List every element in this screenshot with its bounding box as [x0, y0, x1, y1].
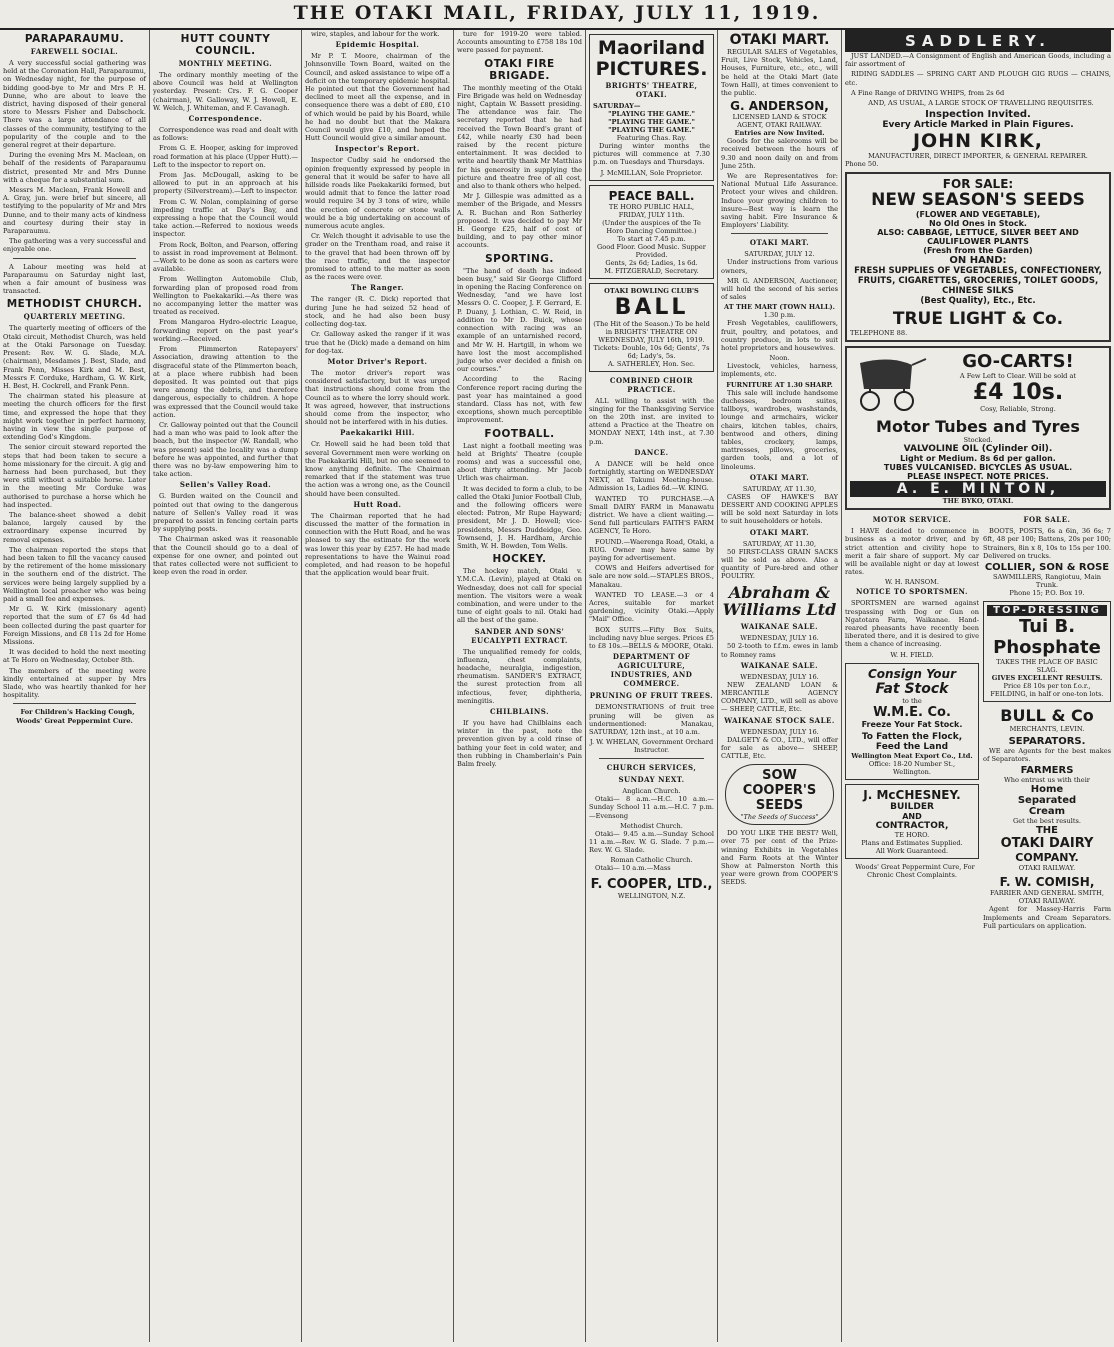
- church-name: Methodist Church.: [620, 821, 683, 830]
- sawmill-phone: Phone 15; P.O. Box 19.: [1009, 589, 1085, 598]
- comish-role: FARRIER AND GENERAL SMITH, OTAKI RAILWAY.: [989, 889, 1105, 906]
- subheading: MONTHLY MEETING.: [178, 59, 273, 68]
- motor-service-title: MOTOR SERVICE.: [872, 515, 952, 525]
- ad-title: Fat Stock: [875, 680, 949, 697]
- paragraph: The balance-sheet showed a debit balance, largely caused by the extraordinary expense incurred by removal expenses.: [3, 510, 146, 544]
- paragraph: The senior circuit steward reported the steps that had been taken to secure a home missionary for the circuit. A gig and harness had been purchased, but they were still without a suitable horse. Later in the meeting Mr Corduke was authorised to purchase a horse which he had inspected.: [3, 443, 146, 509]
- farmers-title: FARMERS: [1020, 765, 1074, 777]
- saddlery-banner: SADDLERY.: [845, 30, 1111, 52]
- for-sale-title: FOR SALE.: [1023, 515, 1071, 525]
- builder-role: AND: [902, 811, 922, 821]
- paragraph: From Mangaroa Hydro-electric League, forwarding report on the past year's working.—Received.: [153, 318, 298, 343]
- mart-title: OTAKI MART.: [729, 32, 830, 48]
- go-carts-tagline: Cosy, Reliable, Strong.: [980, 405, 1056, 414]
- paragraph: Mr J. Gillespie was admitted as a member of the Brigade, and Messrs A. R. Buchan and Ron Satherley proposed. It was decided to pay Mr H. George £25, half of cost of building, and to pay other minor accounts.: [457, 192, 582, 250]
- sale-date: SATURDAY, AT 11.30,: [742, 484, 817, 493]
- advertiser-name: F. COOPER, LTD.,: [590, 876, 713, 892]
- dairy-location: OTAKI RAILWAY.: [1018, 864, 1076, 873]
- heading: FOOTBALL.: [484, 427, 555, 440]
- kirk-phone: Phone 50.: [845, 160, 879, 169]
- paragraph: The motor driver's report was considered satisfactory, but it was urged that instructions should come from the Council as to where the lorry should work. It was agreed, however, that instructions should come from the inspector, who should not be interfered with in his duties.: [305, 368, 450, 427]
- paragraph: Mr P. T. Moore, chairman of the Johnsonville Town Board, waited on the Council, and asked assistance to wipe off a deficit on the temporary epidemic hospital. He pointed out that the Government had declined to meet all the expense, and in consequence there was a debt of £80, £10 of which would be paid by his Board, while he had no doubt but that the Makara Council would give £10, and hoped the Hutt Council would give a similar amount.: [305, 52, 450, 143]
- sale-heading: WAIKANAE STOCK SALE.: [724, 715, 835, 725]
- paragraph: According to the Racing Conference report racing during the past year has maintained a good standard. Class has not, with few exceptions, shown much perceptible improvement.: [457, 375, 582, 425]
- subheading: Sellen's Valley Road.: [179, 480, 272, 490]
- paragraph: Agent for Massey-Harris Farm Implements and Cream Separators. Full particulars on application.: [983, 905, 1111, 930]
- sale-place: AT THE MART (TOWN HALL).: [724, 303, 835, 312]
- paragraph: From Rock, Bolton, and Pearson, offering to assist in road improvement at Belmont.—Work to be done as soon as carters were available.: [153, 240, 298, 274]
- minton-name: A. E. MINTON,: [850, 481, 1106, 497]
- paragraph: AND, AS USUAL, A LARGE STOCK OF TRAVELLING REQUISITES.: [868, 99, 1094, 108]
- subheading: FAREWELL SOCIAL.: [30, 47, 119, 56]
- go-carts-title: GO-CARTS!: [962, 351, 1074, 373]
- paragraph: MR G. ANDERSON, Auctioneer, will hold the second of his series of sales: [721, 276, 838, 302]
- subheading: Paekakariki Hill.: [340, 428, 415, 438]
- church-times: Otaki— 9.45 a.m.—Sunday School 11 a.m.—Rev. W. G. Slade. 7 p.m.—Rev. W. G. Slade.: [589, 829, 714, 855]
- sale-time: Noon.: [769, 354, 790, 363]
- advertiser-town: WELLINGTON, N.Z.: [617, 891, 686, 900]
- ad-subtitle: (FLOWER AND VEGETABLE),: [915, 210, 1041, 220]
- oil-note: VALVOLINE OIL (Cylinder Oil).: [903, 444, 1053, 455]
- paragraph: Inspector Cudby said he endorsed the opinion frequently expressed by people in general that it would be safer to have all hillside roads like Paekakariki formed, but would admit that to fence the latter road would require 34 by 3 tons of wire, while the erection of concrete or stone walls would be a big undertaking on account of numerous acute angles.: [305, 156, 450, 231]
- abraham-williams-logo: Abraham & Williams Ltd: [722, 583, 837, 620]
- top-dressing-ad: [983, 601, 1111, 702]
- paragraph: BOOTS, POSTS, 6s a 6in, 36 6s; 7 6ft, 48 per 100; Battens, 20s per 100; Strainers, 8in x 8, 10s to 15s per 100. Delivered on trucks.: [983, 527, 1111, 560]
- paragraph: G. Burden waited on the Council and pointed out that owing to the dangerous nature of Sellen's Valley road it was prepared to assist in fencing certain parts by supplying posts.: [153, 492, 298, 534]
- film-star: Featuring Chas. Ray.: [616, 134, 687, 142]
- cooper-seeds-ad: [725, 764, 834, 825]
- ad-bowling-ball: [589, 283, 714, 372]
- church-title: CHURCH SERVICES,: [606, 763, 697, 773]
- heading: HUTT COUNTY COUNCIL.: [180, 33, 271, 57]
- go-carts-note: A Few Left to Clear. Will be sold at: [959, 372, 1077, 381]
- builder-town: TE HORO.: [894, 830, 930, 839]
- ad-note: No Old Ones in Stock.: [929, 219, 1027, 229]
- sale-date: WEDNESDAY, JULY 16.: [740, 727, 819, 736]
- sale-heading: WAIKANAE SALE.: [740, 660, 819, 670]
- subheading: The Ranger.: [350, 283, 405, 293]
- seeds-title: SOW COOPER'S SEEDS: [742, 768, 817, 814]
- builder-role: CONTRACTOR,: [875, 820, 949, 831]
- heading: SPORTING.: [485, 252, 554, 265]
- ad-title: Consign Your: [867, 666, 956, 681]
- sale-date: SATURDAY, AT 11.30,: [742, 539, 817, 548]
- builder-note: Plans and Estimates Supplied.: [861, 838, 963, 847]
- paragraph: Last night a football meeting was held at Brights' Theatre (couple rooms) and was a successful one, about thirty attending. Mr Jacob Urlich was chairman.: [457, 441, 582, 483]
- sawmill-name: COLLIER, SON & ROSE: [984, 562, 1110, 574]
- paragraph: ture for 1919-20 were tabled. Accounts amounting to £758 18s 10d were passed for payment.: [457, 30, 582, 55]
- ad-note: To Fatten the Flock,: [861, 731, 963, 742]
- subheading: Correspondence.: [188, 114, 263, 124]
- divider: [731, 233, 828, 234]
- heading: OTAKI FIRE BRIGADE.: [484, 57, 555, 82]
- paragraph: The ranger (R. C. Dick) reported that during June he had seized 52 head of stock, and he had also been busy collecting dog-tax.: [305, 295, 450, 329]
- ad-note: to the: [902, 696, 922, 705]
- column-1: [0, 30, 150, 1342]
- product-name: Tui B.: [1018, 616, 1076, 638]
- bull-name: BULL & Co: [1000, 706, 1094, 726]
- ad-note: (Fresh from the Garden): [923, 246, 1033, 256]
- church-name: Anglican Church.: [622, 787, 681, 796]
- divider: [13, 258, 136, 259]
- ad-pictures: [589, 34, 714, 181]
- paragraph: Cr. Welch thought it advisable to use the grader on the Trentham road, and raise it to the gravel that had been thrown off by the race traffic, and the inspector promised to attend to the matter as soon as the races were over.: [305, 232, 450, 282]
- subheading: QUARTERLY MEETING.: [23, 312, 126, 322]
- ad-secretary: A. SATHERLEY, Hon. Sec.: [607, 359, 696, 368]
- paragraph: SPORTSMEN are warned against trespassing with Dog or Gun on Ngatotara Farm, Waikanae. Hand-reared pheasants have recently been liberated there, and it is desired to give them a chance of increasing.: [845, 599, 979, 649]
- dairy-name: OTAKI DAIRY: [1000, 836, 1094, 852]
- paragraph: Cr. Howell said he had been told that several Government men were working on the Paekakariki Hill, but no one seemed to know anything definite. The Chairman remarked that if the statement was true the action was a wrong one, as the Council should have been consulted.: [305, 440, 450, 498]
- ad-heading: FOR SALE:: [942, 177, 1014, 192]
- dairy-name: COMPANY.: [1015, 851, 1079, 865]
- paragraph: "The hand of death has indeed been busy," said Sir George Clifford in opening the Racing Conference on Wednesday, "and we have lost Messrs O. C. Cooper, J. F. Gerrard, E. P. Duany, J. Lothian, C. W. Reid, in addition to Mr D. Buick, whose connection with racing was an example of an untarnished record, and Mr W. H. Hartgill, in whom we have lost the most accomplished judge who ever decided a finish on our courses.": [457, 266, 582, 374]
- ad-text: COWS and Heifers advertised for sale are now sold.—STAPLES BROS., Manakau.: [589, 564, 714, 589]
- church-times: Otaki— 8 a.m.—H.C. 10 a.m.—Sunday School 11 a.m.—H.C. 7 p.m.—Evensong: [589, 795, 714, 820]
- column-2: [150, 30, 302, 1342]
- subheading: Inspector's Report.: [335, 144, 420, 154]
- paragraph: The monthly meeting of the Otaki Fire Brigade was held on Wednesday night, Captain W. Bassett presiding. The attendance was fair. The secretary reported that he had received the Town Board's grant of £42, while nearly £30 had been raised by the recent picture entertainment. It was decided to write and heartily thank Mr Matthias for his generosity in supplying the picture and theatre free of all cost, and also to thank others who helped.: [457, 83, 582, 191]
- ad-text: A DANCE will be held once fortnightly, starting on WEDNESDAY NEXT, at Takumi Meeting-house. Admission 1s, Ladies 6d.—W. KING.: [589, 459, 714, 493]
- paragraph: From G. E. Hooper, asking for improved road formation at his place (Upper Hutt).—Left to the inspector to report on.: [153, 144, 298, 169]
- paragraph: From C. W. Nolan, complaining of gorse impeding traffic at Day's Bay, and expressing a hope that the Council would take action.—Referred to noxious weeds inspector.: [153, 197, 298, 239]
- motor-tubes-title: Motor Tubes and Tyres: [876, 417, 1080, 437]
- ad-note: GIVES EXCELLENT RESULTS.: [991, 674, 1103, 683]
- divider: [599, 758, 704, 759]
- ad-note: (Under the auspices of the Te Horo Dancing Committee.): [602, 218, 701, 235]
- paragraph: The chairman reported the steps that had been taken to fill the vacancy caused by the retirement of the home missionary in the southern end of the district. The services were being largely supplied by a Wellington local preacher who was being paid a small fee and expenses.: [3, 545, 146, 603]
- minton-address: THE BYKO, OTAKI.: [942, 497, 1014, 506]
- paragraph: REGULAR SALES of Vegetables, Fruit, Live Stock, Vehicles, Land, Houses, Furniture, etc., etc., will be held at the Otaki Mart (late Town Hall), at times convenient to the public.: [721, 48, 838, 98]
- church-times: Otaki— 10 a.m.—Mass: [595, 864, 671, 873]
- ad-price: Tickets: Double, 10s 6d; Gents', 7s 6d; Lady's, 5s.: [593, 343, 710, 360]
- ad-text: DEMONSTRATIONS of fruit tree pruning will be given as undermentioned: Manakau, SATURDAY, 12th inst., at 10 a.m.: [589, 703, 714, 736]
- paragraph: It was decided to form a club, to be called the Otaki Junior Football Club, and the following officers were elected: Patron, Mr Rupe Hayward; president, Mr J. D. Howell; vice-presidents, Messrs Duddeidge, Geo. Townsend, J. H. Hardham, Archie Smith, W. H. Bowden, Tom Wells.: [457, 484, 582, 550]
- paragraph: Cr. Galloway pointed out that the Council had a man who was paid to look after the beach, but the inspector (W. Randall, who was present) said the locality was a dump before he was appointed, and further that there was no by-law empowering him to take action.: [153, 420, 298, 479]
- paragraph: Correspondence was read and dealt with as follows:: [153, 126, 298, 143]
- ad-signature: J. W. WHELAN, Government Orchard Instructor.: [589, 738, 714, 755]
- ad-heading: TOP-DRESSING: [987, 605, 1107, 616]
- ad-company: W.M.E. Co.: [873, 704, 951, 720]
- paragraph: RIDING SADDLES — SPRING CART AND PLOUGH GIG RUGS — CHAINS, etc.: [845, 70, 1111, 87]
- ad-peace-ball: [589, 185, 714, 279]
- subheading: SANDER AND SONS' EUCALYPTI EXTRACT.: [471, 626, 568, 645]
- paragraph: DALGETY & CO., LTD., will offer for sale as above— SHEEP, CATTLE, Etc.: [721, 735, 838, 760]
- sale-time: 1.30 p.m.: [763, 311, 796, 320]
- ad-note: ALSO: CABBAGE, LETTUCE, SILVER BEET AND CAULIFLOWER PLANTS: [877, 228, 1079, 247]
- film-title: "PLAYING THE GAME.": [608, 110, 695, 118]
- ad-price: Gents, 2s 6d; Ladies, 1s 6d.: [605, 258, 698, 267]
- ad-note: FRESH SUPPLIES OF VEGETABLES, CONFECTIONERY, FRUITS, CIGARETTES, GROCERIES, TOILET GOODS, CHINESE SILKS: [854, 266, 1102, 297]
- paragraph: If you have had Chilblains each winter in the past, note the prevention given by a cold rinse of bathing your feet in cold water, and then rubbing in Chamberlain's Pain Balm freely.: [457, 719, 582, 769]
- paragraph: 50 FIRST-CLASS GRAIN SACKS will be sold as above. Also a quantity of Pure-bred and other POULTRY.: [721, 547, 838, 581]
- divider: [13, 703, 136, 704]
- ad-venue: BRIGHTS' THEATRE, OTAKI.: [605, 81, 698, 99]
- paragraph: From Plimmerton Ratepayers' Association, drawing attention to the disgraceful state of the Plimmerton beach, at a place where rubbish had been deposited. It was pointed out that pigs were among the debris, and therefore dangerous, especially to children. A hope was expressed that the Council would take action.: [153, 345, 298, 419]
- paragraph: The gathering was a very successful and enjoyable one.: [3, 237, 146, 254]
- services-note: TUBES VULCANISED. BICYCLES AS USUAL.: [883, 463, 1073, 473]
- go-carts-price: £4 10s.: [972, 380, 1064, 406]
- ad-note: During winter months the pictures will commence at 7.30 p.m. on Tuesdays and Thursdays.: [593, 142, 710, 167]
- paragraph: During the evening Mrs M. Maclean, on behalf of the residents of Paraparaumu district, presented Mr and Mrs Dunne with a cheque for a substantial sum.: [3, 151, 146, 184]
- ad-note: (The Hit of the Season.) To be held in BRIGHTS' THEATRE ON WEDNESDAY, JULY 16th, 1919.: [593, 319, 710, 344]
- heading: METHODIST CHURCH.: [6, 298, 143, 311]
- sale-date: WEDNESDAY, JULY 16.: [740, 672, 819, 681]
- column-7: [842, 30, 1114, 1342]
- ad-title: Maoriland PICTURES.: [595, 37, 708, 80]
- paragraph: The members of the meeting were kindly entertained at supper by Mrs Slade, who was heartily thanked for her hospitality.: [3, 666, 146, 700]
- paragraph: The chairman stated his pleasure at meeting the church officers for the first time, and expressed the hope that they might work together in perfect harmony, having in view the single purpose of extending God's Kingdom.: [3, 392, 146, 442]
- ad-text: WANTED TO PURCHASE.—A Small DAIRY FARM in Manawatu district. We have a client waiting.—Send full particulars FAITH'S FARM AGENCY, Te Horo.: [589, 494, 714, 536]
- sale-heading: FURNITURE AT 1.30 SHARP.: [726, 380, 833, 389]
- ad-secretary: M. FITZGERALD, Secretary.: [604, 266, 699, 275]
- paragraph: DO YOU LIKE THE BEST? Well, over 75 per cent of the Prize-winning Exhibits in Vegetables and Farm Roots at the Winter Show at Palmerston North this year were grown from COOPER'S SEEDS.: [721, 829, 838, 887]
- separators-title: SEPARATORS.: [1008, 736, 1086, 748]
- sportsmen-title: NOTICE TO SPORTSMEN.: [856, 587, 968, 597]
- ad-note: To start at 7.45 p.m.: [617, 234, 686, 243]
- kirk-name: JOHN KIRK,: [912, 130, 1043, 153]
- farmers-note: Get the best results.: [1013, 817, 1081, 826]
- paragraph: The hockey match, Otaki v. Y.M.C.A. (Levin), played at Otaki on Wednesday, does not call for special mention. The visitors were a weak combination, and were under to the tune of eight goals to nil. Otaki had all the best of the game.: [457, 567, 582, 625]
- seeds-tagline: "The Seeds of Success": [740, 813, 819, 822]
- paragraph: Livestock, vehicles, harness, implements, etc.: [721, 362, 838, 379]
- dairy-name: THE: [1035, 825, 1059, 837]
- ad-title: PEACE BALL.: [608, 188, 695, 203]
- paragraph: We are Representatives for: National Mutual Life Assurance. Protect your wives and children. Induce your growing children to insure—Best way is learn the saving habit. Fire Insurance & Employers' Liability.: [721, 172, 838, 230]
- paragraph: The Chairman reported that he had discussed the matter of the formation in connection with the Hutt Road, and he was pleased to say the estimate for the work was lower this year by £257. He had made representations to have the Wainui road completed, and had reason to be hopeful that the application would bear fruit.: [305, 511, 450, 578]
- farmers-word: Cream: [1028, 806, 1066, 818]
- builder-note: All Work Guaranteed.: [875, 846, 949, 855]
- ad-proprietor: J. McMILLAN, Sole Proprietor.: [600, 168, 703, 177]
- inspection-note: Inspection Invited.: [925, 109, 1031, 121]
- go-carts-ad: [845, 346, 1111, 510]
- builder-name: J. McCHESNEY.: [863, 787, 961, 802]
- paragraph: From Jas. McDougall, asking to be allowed to put in an approach at his property (Silverstream).—Left to inspector.: [153, 171, 298, 196]
- ad-date: FRIDAY, JULY 11th.: [618, 210, 685, 219]
- ad-note: Good Floor. Good Music. Supper Provided.: [597, 242, 706, 259]
- paragraph: Goods for the salerooms will be received between the hours of 9.30 and noon daily on and from June 25th.: [721, 137, 838, 170]
- ad-heading: ON HAND:: [949, 255, 1007, 267]
- subheading: Motor Driver's Report.: [327, 356, 428, 366]
- product-name: Phosphate: [993, 637, 1101, 659]
- farmers-word: Separated: [1017, 795, 1077, 807]
- ad-note: Feed the Land: [875, 741, 949, 752]
- subheading: Hutt Road.: [353, 499, 402, 509]
- ad-title: NEW SEASON'S SEEDS: [871, 190, 1085, 211]
- mart-heading: OTAKI MART.: [749, 527, 810, 537]
- paragraph: A Labour meeting was held at Paraparaumu on Saturday night last, when a fair amount of business was transacted.: [3, 262, 146, 296]
- ad-note: TAKES THE PLACE OF BASIC SLAG.: [996, 658, 1098, 675]
- seeds-for-sale-ad: [845, 172, 1111, 342]
- paragraph: Cr. Galloway asked the ranger if it was true that he (Dick) made a demand on him for dog-tax.: [305, 330, 450, 355]
- woods-ad: Woods' Great Peppermint Cure, For Chronic Chest Complaints.: [855, 862, 975, 879]
- ad-title: BALL: [614, 294, 689, 320]
- oil-price: Light or Medium. 8s 6d per gallon.: [900, 454, 1056, 464]
- paragraph: JUST LANDED.—A Consignment of English and American Goods, including a fair assortment of: [845, 52, 1111, 69]
- ad-text: BOX SUITS.—Fifty Box Suits, including navy blue serges. Prices £5 to £8 10s.—BELLS & MOORE, Otaki.: [589, 625, 714, 651]
- ad-price: Price £8 10s per ton f.o.r., FEILDING, in half or one-ton lots.: [990, 682, 1104, 699]
- footer-ad: For Children's Hacking Cough, Woods' Great Peppermint Cure.: [16, 708, 135, 725]
- paragraph: This sale will include handsome duchesses, bedroom suites, tallboys, wardrobes, washstands, lounge and armchairs, wicker chairs, kitchen tables, chairs, bentwood and others, dining tables, crockery, lamps, mattresses, pillows, groceries, garden tools, and a lot of linoleums.: [721, 388, 838, 471]
- paragraph: WE are Agents for the best makes of Separators.: [983, 747, 1111, 764]
- ad-title: DANCE.: [634, 447, 669, 457]
- builder-role: BUILDER: [890, 801, 934, 812]
- plain-figures-note: Every Article Marked in Plain Figures.: [882, 120, 1074, 131]
- paragraph: From Wellington Automobile Club, forwarding plan of proposed road from Wellington to Paekakariki.—As there was no accompanying letter the matter was treated as received.: [153, 275, 298, 317]
- ad-note: (Best Quality), Etc., Etc.: [920, 296, 1036, 307]
- paragraph: The unqualified remedy for colds, influenza, chest complaints, headache, neuralgia, indigestion, rheumatism. SANDER'S EXTRACT, the surest protection from all infectious, fever, diphtheria, meningitis.: [457, 647, 582, 705]
- paragraph: The quarterly meeting of officers of the Otaki circuit, Methodist Church, was held at the Otaki Parsonage on Tuesday. Present: Rev. W. G. Slade, M.A. (chairman), Mesdames J. Best, Slade, and Frank Penn, Misses Kirk and M. Best, Messrs F. Corduke, Hardham, G. W. Kirk, H. Best, H. Cockrell, and Frank Penn.: [3, 324, 146, 390]
- paragraph: CASES OF HAWKE'S BAY DESSERT AND COOKING APPLES will be sold next Saturday in lots to suit householders or hotels.: [721, 492, 838, 526]
- bull-role: MERCHANTS, LEVIN.: [1009, 725, 1085, 734]
- ad-text: FOUND.—Waerenga Road, Otaki, a RUG. Owner may have same by paying for advertisement.: [589, 537, 714, 563]
- film-title: "PLAYING THE GAME.": [608, 118, 695, 126]
- ad-club: OTAKI BOWLING CLUB'S: [604, 286, 699, 295]
- ad-title: COMBINED CHOIR PRACTICE.: [609, 375, 694, 394]
- auctioneer-name: G. ANDERSON,: [730, 99, 829, 114]
- ad-company: Wellington Meat Export Co., Ltd.: [851, 751, 973, 760]
- ad-text: ALL willing to assist with the singing for the Thanksgiving Service on the 20th inst. are invited to attend a Practice at the Theatre on MONDAY NEXT, 14th inst., at 7.30 p.m.: [589, 396, 714, 446]
- subheading: CHILBLAINS.: [489, 707, 550, 717]
- paragraph: Mr G. W. Kirk (missionary agent) reported that the sum of £7 6s 4d had been collected during the past quarter for Foreign Missions, and £8 11s 2d for Home Missions.: [3, 605, 146, 646]
- subheading: Epidemic Hospital.: [335, 40, 420, 50]
- paragraph: wire, staples, and labour for the work.: [311, 30, 440, 38]
- farmers-note: Who entrust us with their: [1004, 776, 1090, 785]
- ad-venue: TE HORO PUBLIC HALL,: [608, 202, 695, 211]
- kirk-role: MANUFACTURER, DIRECT IMPORTER, & GENERAL REPAIRER.: [868, 152, 1088, 161]
- sale-date: SATURDAY, JULY 12.: [744, 250, 815, 259]
- ad-subtitle: PRUNING OF FRUIT TREES.: [589, 691, 714, 701]
- paragraph: Entries are Now Invited.: [734, 129, 825, 138]
- motor-tubes-note: Stocked.: [963, 436, 993, 445]
- ad-title: DEPARTMENT OF AGRICULTURE, INDUSTRIES, AND COMMERCE.: [610, 652, 693, 689]
- mart-heading: OTAKI MART.: [749, 238, 810, 248]
- paragraph: 50 2-tooth to f.f.m. ewes in lamb to Romney rams: [721, 642, 838, 659]
- true-light-phone: TELEPHONE 88.: [850, 329, 908, 338]
- sawmill-role: SAWMILLERS, Rangiotuu, Main Trunk.: [992, 573, 1102, 590]
- mart-heading: OTAKI MART.: [749, 472, 810, 482]
- church-day: SUNDAY NEXT.: [618, 775, 685, 785]
- true-light-name: TRUE LIGHT & Co.: [892, 309, 1064, 330]
- paragraph: I HAVE decided to commence in business as a motor driver, and by strict attention and civility hope to merit a fair share of support. My car will be available night or day at lowest rates.: [845, 527, 979, 577]
- inspect-note: PLEASE INSPECT. NOTE PRICES.: [907, 472, 1049, 482]
- column-4: [454, 30, 586, 1342]
- fat-stock-ad: [845, 663, 979, 780]
- mcchesney-ad: [845, 784, 979, 859]
- film-title: "PLAYING THE GAME.": [608, 126, 695, 134]
- go-cart-illustration: [850, 355, 930, 413]
- ad-office: Office: 18-20 Number St., Wellington.: [868, 759, 956, 776]
- column-3: [302, 30, 454, 1342]
- church-name: Roman Catholic Church.: [610, 856, 693, 865]
- masthead: THE OTAKI MAIL, FRIDAY, JULY 11, 1919.: [0, 0, 1114, 30]
- column-6: [718, 30, 842, 1342]
- signature: W. H. RANSOM.: [884, 578, 940, 587]
- heading: PARAPARAUMU.: [24, 33, 125, 45]
- auctioneer-role: LICENSED LAND & STOCK AGENT, OTAKI RAILWAY.: [732, 113, 827, 130]
- ad-text: WANTED TO LEASE.—3 or 4 Acres, suitable for market gardening, vicinity Otaki.—Apply "Mail" Office.: [589, 590, 714, 624]
- ad-note: Freeze Your Fat Stock.: [861, 719, 963, 729]
- paragraph: Under instructions from various owners,: [721, 258, 838, 275]
- column-5: [586, 30, 718, 1342]
- paragraph: The ordinary monthly meeting of the above Council was held at Wellington yesterday. Present: Crs. F. G. Cooper (chairman), W. Galloway, W. J. Howell, E. W. Welch, J. Whiteman, and F. Cavanagh.: [153, 71, 298, 112]
- farmers-word: Home: [1030, 784, 1064, 796]
- paragraph: Messrs M. Maclean, Frank Howell and A. Gray, jun. were brief but sincere, all testifying to the popularity of Mr and Mrs Dunne, and to their many acts of kindness and courtesy during their stay in Paraparaumu.: [3, 186, 146, 236]
- signature: W. H. FIELD.: [890, 650, 934, 659]
- sale-date: WEDNESDAY, JULY 16.: [740, 634, 819, 643]
- paragraph: NEW ZEALAND LOAN & MERCANTILE AGENCY COMPANY, LTD., will sell as above— SHEEP, CATTLE, Etc.: [721, 680, 838, 714]
- paragraph: A very successful social gathering was held at the Coronation Hall, Paraparaumu, on Wednesday night, for the purpose of bidding good-bye to Mr and Mrs P. H. Dunne, who are about to leave the district, having disposed of their general store to Messrs Fisher and Dabschock. There was a large attendance of all classes of the community, testifying to the popularity of the couple and to the general regret at their departure.: [3, 59, 146, 150]
- paragraph: It was decided to hold the next meeting at Te Horo on Wednesday, October 8th.: [3, 648, 146, 665]
- comish-name: F. W. COMISH,: [999, 875, 1095, 890]
- ad-day: SATURDAY—: [593, 102, 641, 110]
- paragraph: The Chairman asked was it reasonable that the Council should go to a deal of expense for one owner, and pointed out that rates collected were not sufficient to keep even the road in order.: [153, 535, 298, 577]
- paragraph: A Fine Range of DRIVING WHIPS, from 2s 6d: [851, 88, 1005, 97]
- heading: HOCKEY.: [492, 553, 547, 566]
- sale-heading: WAIKANAE SALE.: [740, 622, 819, 632]
- paragraph: Fresh Vegetables, cauliflowers, fruit, poultry, and potatoes, and country produce, in lots to suit hotel proprietors and housewives.: [721, 319, 838, 353]
